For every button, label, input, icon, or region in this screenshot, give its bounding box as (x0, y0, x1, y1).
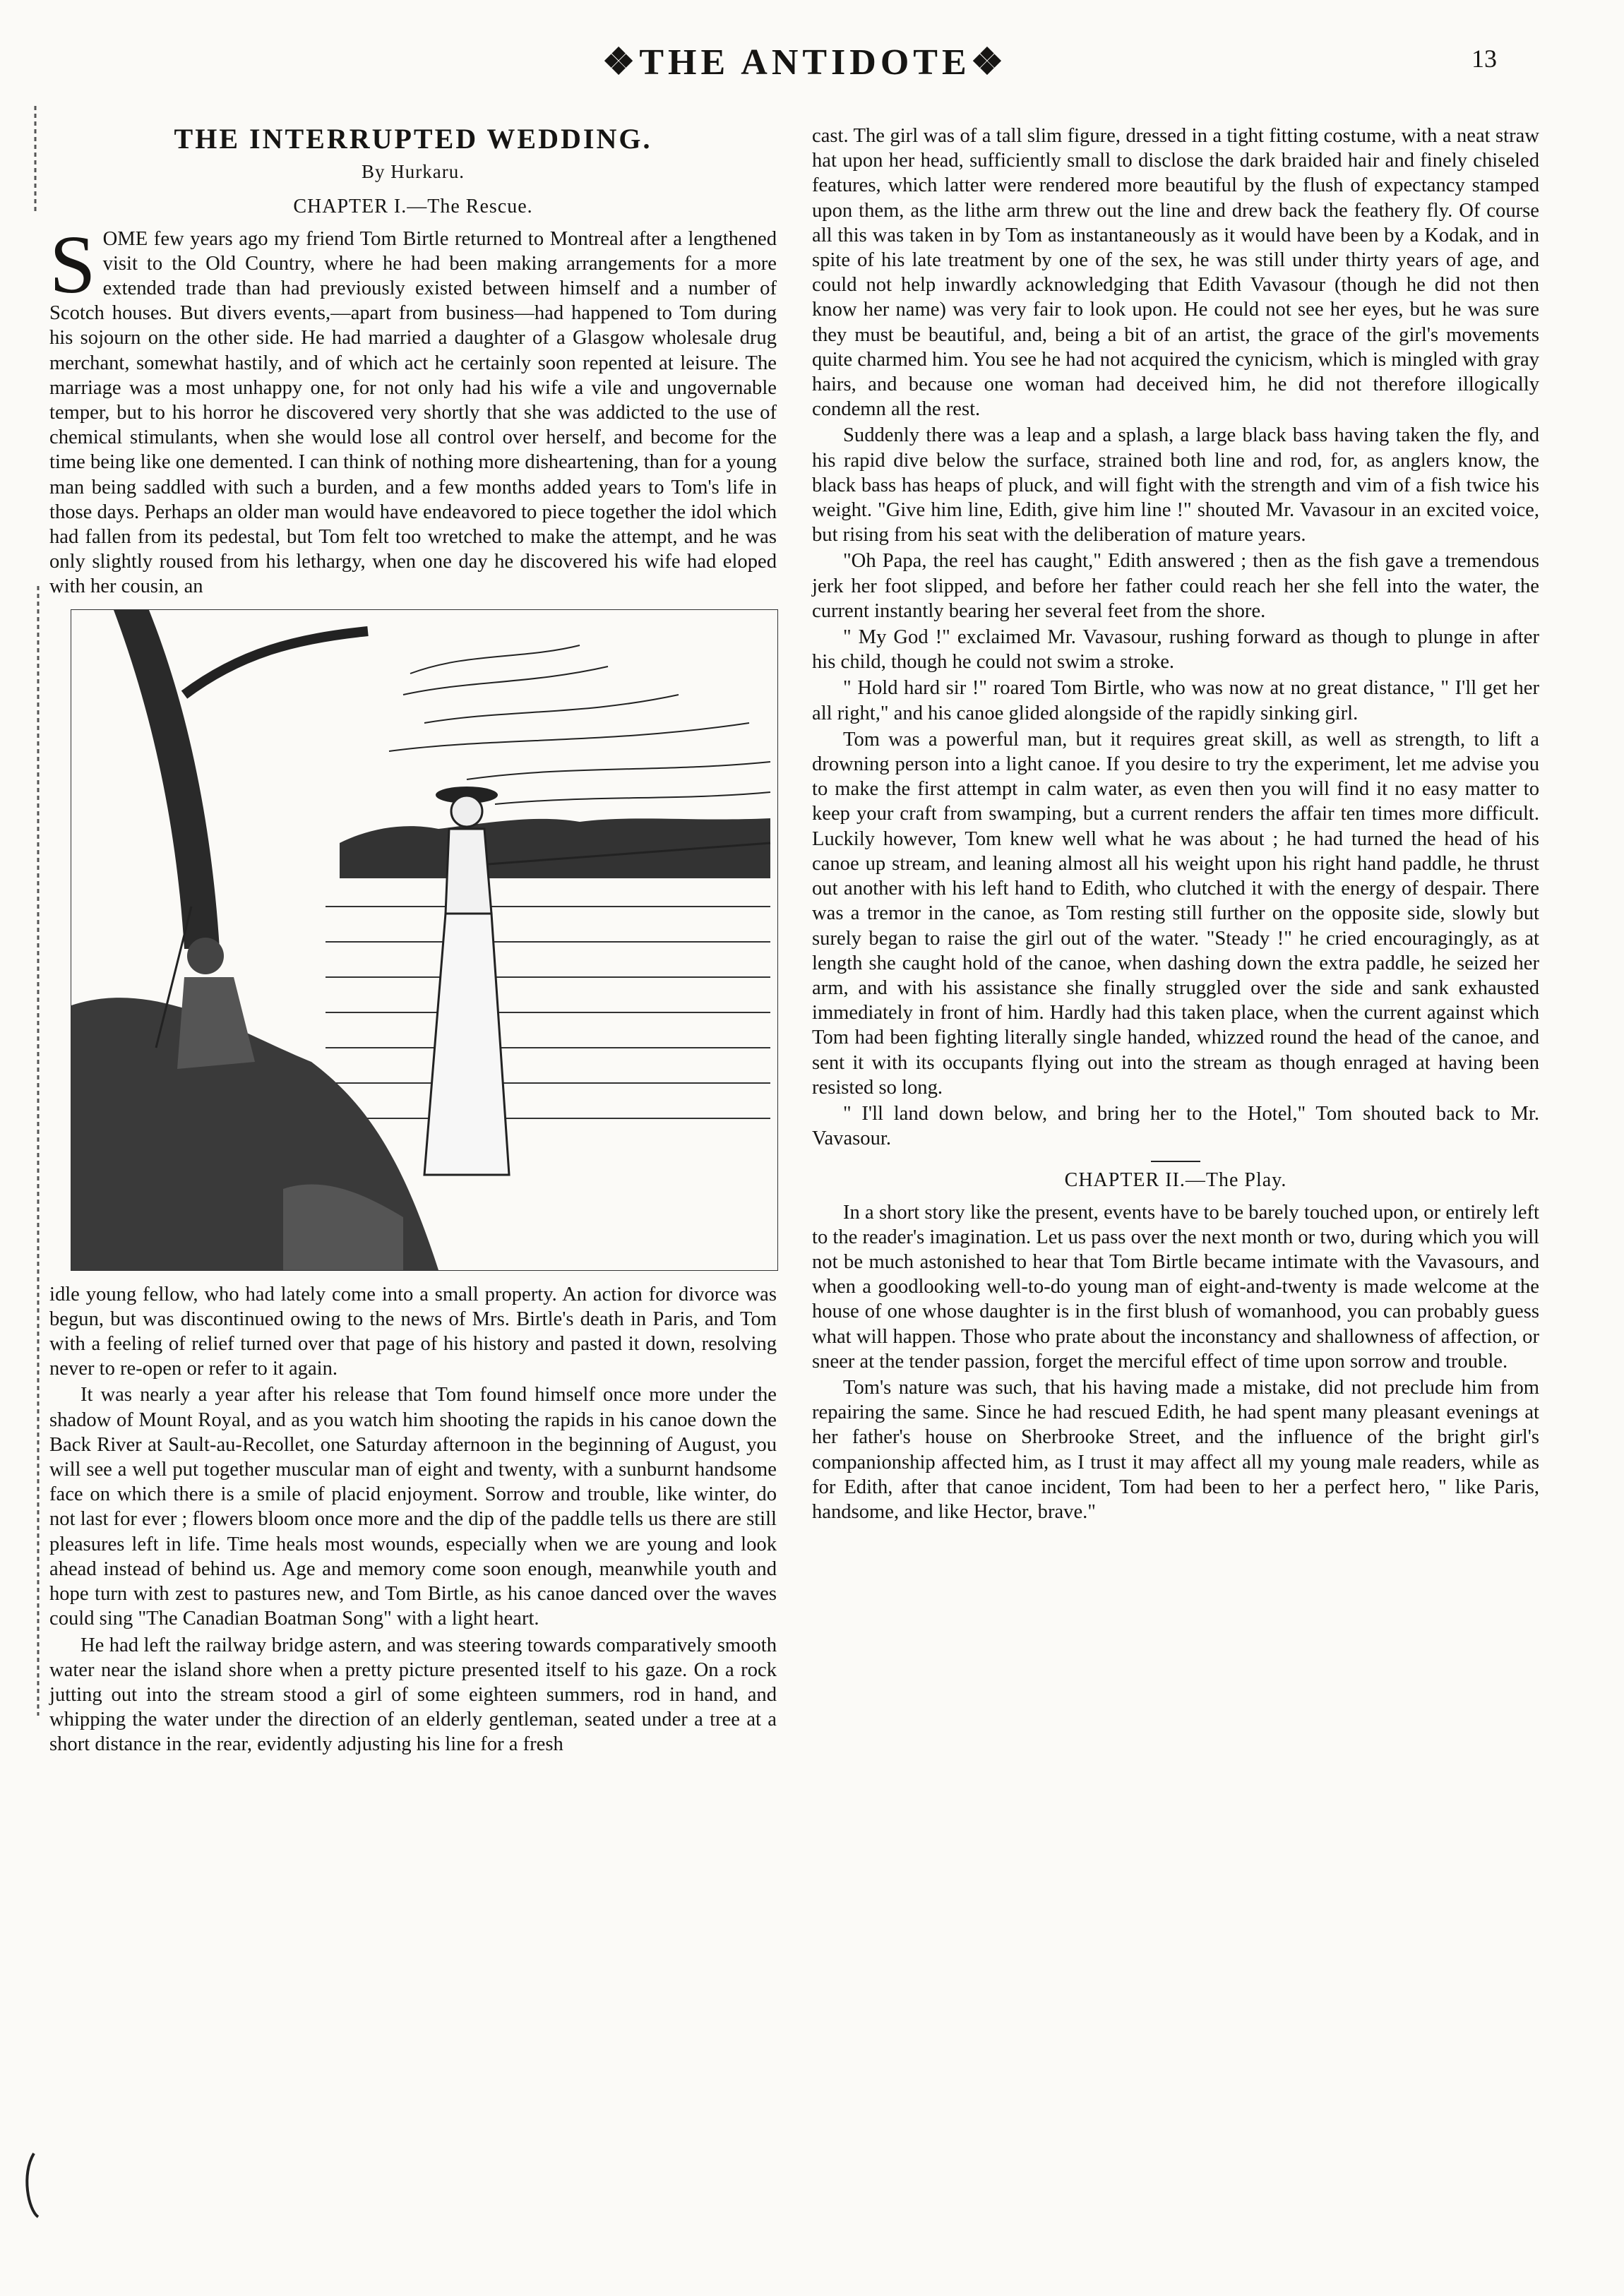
paragraph: It was nearly a year after his release that Tom found himself once more under the shadow of Mount Royal, and as you watch him shooting the rapids in his canoe down the Back River at Sault-au-Recollet, one Saturday afternoon in the beginning of August, you will see a well put together muscular man of eight and twenty, with a sunburnt handsome face on which there is a smile of placid enjoyment. Sorrow and trouble, like winter, do not last for ever ; flowers bloom once more and the dip of the paddle tells us there are still pleasures left in life. Time heals most wounds, especially when we are young and look ahead instead of behind us. Age and memory come soon enough, meanwhile youth and hope turn with zest to pastures new, and Tom Birtle, as his canoe danced over the waves could sing "The Canadian Boatman Song" with a light heart. (49, 1384, 777, 1630)
paragraph: Tom's nature was such, that his having made a mistake, did not preclude him from repairing the same. Since he had rescued Edith, he had spent many pleasant evenings at her father's house on Sherbrooke Street, and the influence of the bright girl's companionship affected him, as I trust it may affect all my young male readers, while as for Edith, after that canoe incident, Tom had been to her a perfect hero, " like Paris, handsome, and like Hector, brave." (812, 1376, 1539, 1523)
paragraph: " Hold hard sir !" roared Tom Birtle, who was now at no great distance, " I'll get her all right," and his canoe glided alongside of the rapidly sinking girl. (812, 677, 1539, 724)
page-number: 13 (1471, 44, 1497, 73)
masthead (0, 0, 1624, 106)
page-edge-decoration (14, 92, 42, 2224)
paragraph: Suddenly there was a leap and a splash, a large black bass having taken the fly, and his rapid dive below the surface, strained both line and rod, for, as anglers know, the black bass has heaps of pluck, and will fight with the strength and vim of a fish twice his weight. "Give him line, Edith, give him line !" shouted Mr. Vavasour in an excited voice, but rising from his seat with the deliberation of mature years. (812, 424, 1539, 546)
paragraph: He had left the railway bridge astern, and was steering towards comparatively smooth water near the island shore when a pretty picture presented itself to his gaze. On a rock jutting out into the stream stood a girl of some eighteen summers, rod in hand, and whipping the water under the direction of an elderly gentleman, seated under a tree at a short distance in the rear, evidently adjusting his line for a fresh (49, 1634, 777, 1756)
section-divider (1151, 1161, 1200, 1162)
chapter-heading: CHAPTER II.—The Play. (1064, 1169, 1287, 1192)
left-column (49, 124, 777, 1759)
paragraph: idle young fellow, who had lately come into a small property. An action for divorce was begun, but was discontinued owing to the news of Mrs. Birtle's death in Paris, and Tom with a feeling of relief turned over that page of his history and pasted it down, resolving never to re-open or refer to it again. (49, 1283, 777, 1380)
paragraph-text: OME few years ago my friend Tom Birtle returned to Montreal after a lengthened visit to the Old Country, where he had been making arrangements for a more extended trade than had previously existed between himself and a number of Scotch houses. But divers events,—apart from business—had happened to Tom during his sojourn on the other side. He had married a daughter of a Glasgow wholesale drug merchant, somewhat hastily, and of which act he certainly soon repented at leisure. The marriage was a most unhappy one, for not only had his wife a vile and ungovernable temper, but to his horror he discovered very shortly that she was addicted to the use of chemical stimulants, when she would lose all control over herself, and become for the time being like one demented. I can think of nothing more disheartening, than for a young man being saddled with such a burden, and a few months added years to Tom's life in those days. Perhaps an older man would have endeavored to piece together the idol which had fallen from its pedestal, but Tom felt too wretched to make the attempt, and he was only slightly roused from his lethargy, when one day he discovered his wife had eloped with her cousin, an (49, 227, 777, 598)
magazine-title: ❖THE ANTIDOTE❖ (602, 42, 1008, 83)
story-title: THE INTERRUPTED WEDDING. (174, 123, 652, 155)
paragraph: cast. The girl was of a tall slim figure, dressed in a tight fitting costume, with a neat straw hat upon her head, sufficiently small to disclose the dark braided hair and finely chiseled features, which latter were rendered more beautiful by the flush of expectancy stamped upon them, as the lithe arm threw out the line and drew back the feathery fly. Of course all this was taken in by Tom as instantaneously as it would have been by a Kodak, and in spite of his late treatment by one of the sex, he was still under thirty years of age, and could not help inwardly acknowledging that Edith Vavasour (though he did not then know her name) was very fair to look upon. He could not see her eyes, but he was sure they must be beautiful, and, being a bit of an artist, the grace of the girl's movements quite charmed him. You see he had not acquired the cynicism, which is mingled with gray hairs, and because one woman had deceived him, he did not therefore illogically condemn all the rest. (812, 125, 1539, 421)
paragraph: Tom was a powerful man, but it requires great skill, as well as strength, to lift a drowning person into a light canoe. If you desire to try the experiment, let me advise you to make the first attempt in calm water, as even then you will find it no easy matter to keep your craft from swamping, but a current renders the affair ten times more difficult. Luckily however, Tom knew well what he was about ; he had turned the head of his canoe up stream, and leaning almost all his weight upon his right hand paddle, he thrust out another with his left hand to Edith, who clutched it with the energy of despair. There was a tremor in the canoe, as Tom resting still further on the opposite side, slowly but surely began to raise the girl out of the water. "Steady !" he cried encouragingly, as at length she caught hold of the canoe, when dashing down the extra paddle, he seized her arm, and with his assistance she finally struggled over the side and sank exhausted immediately in front of him. Hardly had this taken place, when the current against which Tom had been fighting literally single handed, whizzed round the head of the canoe, and sent it with its occupants flying out into the stream as though enraged at having been resisted so long. (812, 728, 1539, 1099)
right-column (812, 124, 1539, 1526)
paragraph: " I'll land down below, and bring her to the Hotel," Tom shouted back to Mr. Vavasour. (812, 1102, 1539, 1150)
chapter-heading: CHAPTER I.—The Rescue. (293, 196, 533, 218)
paragraph: " My God !" exclaimed Mr. Vavasour, rushing forward as though to plunge in after his child, though he could not swim a stroke. (812, 626, 1539, 674)
byline: By Hurkaru. (362, 161, 465, 183)
fishing-scene-illustration (71, 609, 778, 1271)
paragraph: "Oh Papa, the reel has caught," Edith answered ; then as the fish gave a tremendous jerk her foot slipped, and before her father could reach her she fell into the water, the current instantly bearing her several feet from the shore. (812, 550, 1539, 622)
paragraph: In a short story like the present, events have to be barely touched upon, or entirely left to the reader's imagination. Let us pass over the next month or two, during which you will not be much astonished to hear that Tom Birtle became intimate with the Vavasours, and when a goodlooking well-to-do young man of eight-and-twenty is made welcome at the house of one whose daughter is in the first blush of womanhood, you can probably guess what will happen. Those who prate about the inconstancy and shallowness of affection, or sneer at the tender passion, forget the merciful effect of time upon sorrow and trouble. (812, 1201, 1539, 1373)
drop-cap: S (49, 217, 96, 311)
paragraph (49, 217, 777, 599)
